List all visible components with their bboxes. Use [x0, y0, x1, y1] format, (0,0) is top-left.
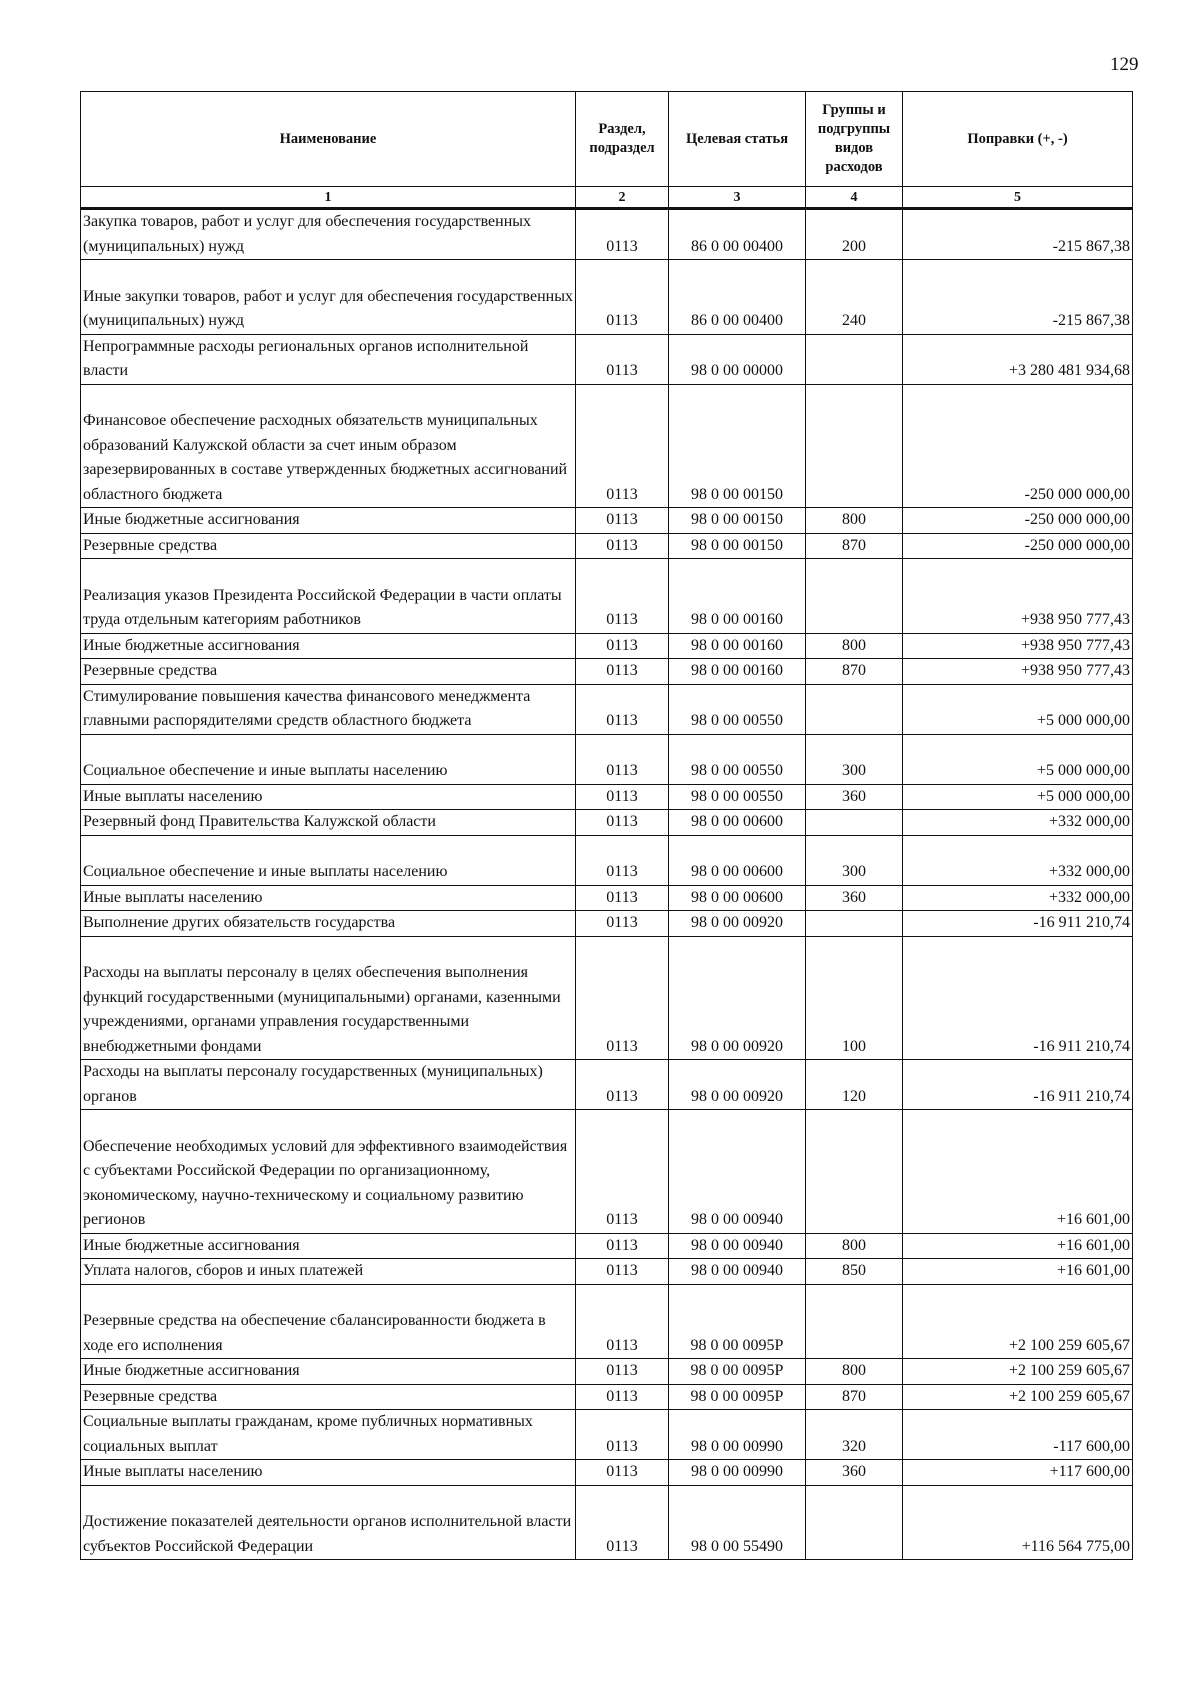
table-row — [81, 1110, 1133, 1234]
row-name: Непрограммные расходы региональных органов исполнительной власти — [81, 334, 576, 384]
row-target: 98 0 00 00940 — [669, 1233, 806, 1259]
row-amount: +2 100 259 605,67 — [903, 1384, 1133, 1410]
row-target: 98 0 00 00160 — [669, 559, 806, 634]
table-row — [81, 1359, 1133, 1385]
row-target: 98 0 00 00920 — [669, 911, 806, 937]
row-section: 0113 — [576, 533, 669, 559]
column-number: 1 — [81, 187, 576, 209]
row-name: Социальное обеспечение и иные выплаты населению — [81, 734, 576, 784]
row-name: Обеспечение необходимых условий для эффективного взаимодействия с субъектами Российской Федерации по организационному, экономическому, научно-техническому и социальному развитию регионов — [81, 1110, 576, 1234]
table-row — [81, 885, 1133, 911]
table-row — [81, 659, 1133, 685]
column-number: 3 — [669, 187, 806, 209]
row-group: 360 — [806, 885, 903, 911]
table-row — [81, 1485, 1133, 1560]
row-amount: +16 601,00 — [903, 1259, 1133, 1285]
row-amount: +332 000,00 — [903, 835, 1133, 885]
header-amount: Поправки (+, -) — [903, 92, 1133, 187]
row-amount: -250 000 000,00 — [903, 533, 1133, 559]
column-number: 2 — [576, 187, 669, 209]
row-group — [806, 334, 903, 384]
row-target: 98 0 00 00600 — [669, 885, 806, 911]
row-amount: -250 000 000,00 — [903, 384, 1133, 508]
row-target: 98 0 00 00160 — [669, 659, 806, 685]
row-name: Уплата налогов, сборов и иных платежей — [81, 1259, 576, 1285]
table-row — [81, 260, 1133, 335]
row-section: 0113 — [576, 1060, 669, 1110]
table-row — [81, 784, 1133, 810]
row-amount: +938 950 777,43 — [903, 559, 1133, 634]
table-row — [81, 911, 1133, 937]
table-row — [81, 810, 1133, 836]
row-section: 0113 — [576, 659, 669, 685]
row-section: 0113 — [576, 1110, 669, 1234]
row-section: 0113 — [576, 559, 669, 634]
row-group: 100 — [806, 936, 903, 1060]
row-section: 0113 — [576, 384, 669, 508]
row-name: Расходы на выплаты персоналу в целях обеспечения выполнения функций государственными (муниципальными) органами, казенными учреждениями, органами управления государственными внебюджетными фондами — [81, 936, 576, 1060]
row-name: Иные выплаты населению — [81, 1460, 576, 1486]
row-amount: +5 000 000,00 — [903, 784, 1133, 810]
row-group: 850 — [806, 1259, 903, 1285]
row-section: 0113 — [576, 684, 669, 734]
row-group: 320 — [806, 1410, 903, 1460]
row-name: Резервный фонд Правительства Калужской области — [81, 810, 576, 836]
table-row — [81, 633, 1133, 659]
budget-amendments-table — [80, 91, 1133, 1560]
row-amount: +2 100 259 605,67 — [903, 1284, 1133, 1359]
row-group — [806, 1110, 903, 1234]
table-row — [81, 334, 1133, 384]
row-name: Резервные средства — [81, 533, 576, 559]
row-target: 98 0 00 00990 — [669, 1410, 806, 1460]
row-amount: -250 000 000,00 — [903, 508, 1133, 534]
row-group: 300 — [806, 835, 903, 885]
row-target: 98 0 00 00150 — [669, 533, 806, 559]
column-number: 4 — [806, 187, 903, 209]
row-amount: -16 911 210,74 — [903, 1060, 1133, 1110]
row-target: 98 0 00 00160 — [669, 633, 806, 659]
row-name: Резервные средства — [81, 659, 576, 685]
row-group: 300 — [806, 734, 903, 784]
row-group: 360 — [806, 784, 903, 810]
table-row — [81, 209, 1133, 260]
header-name: Наименование — [81, 92, 576, 187]
row-target: 98 0 00 00940 — [669, 1259, 806, 1285]
row-group — [806, 911, 903, 937]
row-name: Закупка товаров, работ и услуг для обеспечения государственных (муниципальных) нужд — [81, 209, 576, 260]
row-name: Иные закупки товаров, работ и услуг для обеспечения государственных (муниципальных) нужд — [81, 260, 576, 335]
row-group: 870 — [806, 533, 903, 559]
table-row — [81, 508, 1133, 534]
row-section: 0113 — [576, 1384, 669, 1410]
column-number: 5 — [903, 187, 1133, 209]
table-row — [81, 533, 1133, 559]
row-name: Достижение показателей деятельности органов исполнительной власти субъектов Российской Федерации — [81, 1485, 576, 1560]
row-target: 98 0 00 00600 — [669, 835, 806, 885]
row-section: 0113 — [576, 1259, 669, 1285]
row-amount: +5 000 000,00 — [903, 734, 1133, 784]
row-amount: +332 000,00 — [903, 885, 1133, 911]
table-row — [81, 936, 1133, 1060]
row-target: 86 0 00 00400 — [669, 260, 806, 335]
row-name: Резервные средства на обеспечение сбалансированности бюджета в ходе его исполнения — [81, 1284, 576, 1359]
row-group — [806, 384, 903, 508]
row-name: Иные бюджетные ассигнования — [81, 1233, 576, 1259]
row-amount: -215 867,38 — [903, 209, 1133, 260]
row-target: 98 0 00 00990 — [669, 1460, 806, 1486]
row-section: 0113 — [576, 633, 669, 659]
row-target: 98 0 00 0095P — [669, 1384, 806, 1410]
table-row — [81, 559, 1133, 634]
row-group — [806, 1485, 903, 1560]
table-row — [81, 734, 1133, 784]
row-group — [806, 1284, 903, 1359]
row-name: Иные бюджетные ассигнования — [81, 1359, 576, 1385]
row-target: 98 0 00 00940 — [669, 1110, 806, 1234]
row-target: 98 0 00 00150 — [669, 384, 806, 508]
row-section: 0113 — [576, 1460, 669, 1486]
row-section: 0113 — [576, 1410, 669, 1460]
table-row — [81, 835, 1133, 885]
row-section: 0113 — [576, 1233, 669, 1259]
row-section: 0113 — [576, 209, 669, 260]
table-row — [81, 684, 1133, 734]
table-row — [81, 1460, 1133, 1486]
table-row — [81, 1233, 1133, 1259]
row-group — [806, 559, 903, 634]
row-amount: -16 911 210,74 — [903, 911, 1133, 937]
row-target: 98 0 00 00600 — [669, 810, 806, 836]
row-name: Резервные средства — [81, 1384, 576, 1410]
row-section: 0113 — [576, 260, 669, 335]
row-group: 800 — [806, 508, 903, 534]
row-section: 0113 — [576, 1485, 669, 1560]
row-target: 98 0 00 00550 — [669, 734, 806, 784]
row-target: 98 0 00 0095P — [669, 1284, 806, 1359]
row-group: 800 — [806, 1359, 903, 1385]
row-section: 0113 — [576, 911, 669, 937]
row-amount: +938 950 777,43 — [903, 659, 1133, 685]
row-group: 120 — [806, 1060, 903, 1110]
row-section: 0113 — [576, 334, 669, 384]
row-name: Иные бюджетные ассигнования — [81, 633, 576, 659]
row-name: Финансовое обеспечение расходных обязательств муниципальных образований Калужской области за счет иным образом зарезервированных в составе утвержденных бюджетных ассигнований областного бюджета — [81, 384, 576, 508]
row-name: Реализация указов Президента Российской Федерации в части оплаты труда отдельным категориям работников — [81, 559, 576, 634]
row-amount: +938 950 777,43 — [903, 633, 1133, 659]
row-amount: +332 000,00 — [903, 810, 1133, 836]
row-group: 240 — [806, 260, 903, 335]
row-name: Иные выплаты населению — [81, 784, 576, 810]
header-group: Группы и подгруппы видов расходов — [806, 92, 903, 187]
row-amount: +116 564 775,00 — [903, 1485, 1133, 1560]
row-section: 0113 — [576, 784, 669, 810]
row-name: Выполнение других обязательств государства — [81, 911, 576, 937]
row-section: 0113 — [576, 734, 669, 784]
table-row — [81, 1284, 1133, 1359]
row-section: 0113 — [576, 835, 669, 885]
row-amount: -16 911 210,74 — [903, 936, 1133, 1060]
row-name: Стимулирование повышения качества финансового менеджмента главными распорядителями средств областного бюджета — [81, 684, 576, 734]
row-target: 98 0 00 00550 — [669, 684, 806, 734]
table-row — [81, 1384, 1133, 1410]
row-amount: +16 601,00 — [903, 1110, 1133, 1234]
row-target: 98 0 00 0095P — [669, 1359, 806, 1385]
row-section: 0113 — [576, 936, 669, 1060]
row-amount: +3 280 481 934,68 — [903, 334, 1133, 384]
row-group: 360 — [806, 1460, 903, 1486]
row-target: 98 0 00 00150 — [669, 508, 806, 534]
table-body — [81, 209, 1133, 1560]
row-group: 200 — [806, 209, 903, 260]
row-name: Социальные выплаты гражданам, кроме публичных нормативных социальных выплат — [81, 1410, 576, 1460]
table-row — [81, 1060, 1133, 1110]
row-amount: +16 601,00 — [903, 1233, 1133, 1259]
row-section: 0113 — [576, 1284, 669, 1359]
header-target: Целевая статья — [669, 92, 806, 187]
row-name: Социальное обеспечение и иные выплаты населению — [81, 835, 576, 885]
row-amount: -215 867,38 — [903, 260, 1133, 335]
row-section: 0113 — [576, 810, 669, 836]
row-name: Иные бюджетные ассигнования — [81, 508, 576, 534]
page-number: 129 — [1110, 54, 1139, 75]
row-group: 870 — [806, 1384, 903, 1410]
row-amount: +5 000 000,00 — [903, 684, 1133, 734]
table-row — [81, 1410, 1133, 1460]
row-group: 800 — [806, 633, 903, 659]
row-target: 86 0 00 00400 — [669, 209, 806, 260]
row-target: 98 0 00 00920 — [669, 1060, 806, 1110]
row-group — [806, 810, 903, 836]
row-group: 870 — [806, 659, 903, 685]
row-target: 98 0 00 00550 — [669, 784, 806, 810]
row-name: Расходы на выплаты персоналу государственных (муниципальных) органов — [81, 1060, 576, 1110]
row-group — [806, 684, 903, 734]
row-section: 0113 — [576, 1359, 669, 1385]
row-name: Иные выплаты населению — [81, 885, 576, 911]
row-section: 0113 — [576, 508, 669, 534]
row-target: 98 0 00 00920 — [669, 936, 806, 1060]
row-section: 0113 — [576, 885, 669, 911]
row-target: 98 0 00 00000 — [669, 334, 806, 384]
header-section: Раздел, подраздел — [576, 92, 669, 187]
row-group: 800 — [806, 1233, 903, 1259]
row-target: 98 0 00 55490 — [669, 1485, 806, 1560]
row-amount: +117 600,00 — [903, 1460, 1133, 1486]
row-amount: +2 100 259 605,67 — [903, 1359, 1133, 1385]
row-amount: -117 600,00 — [903, 1410, 1133, 1460]
table-row — [81, 1259, 1133, 1285]
table-row — [81, 384, 1133, 508]
